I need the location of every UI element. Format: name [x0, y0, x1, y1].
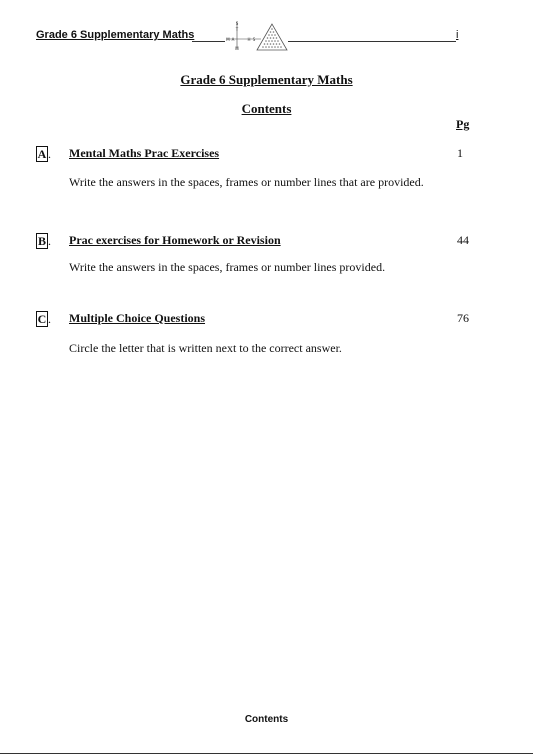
section-description: Circle the letter that is written next to the correct answer. [69, 341, 342, 355]
page-bottom-edge [0, 753, 533, 754]
svg-text:S: S [252, 37, 256, 42]
section-title[interactable]: Mental Maths Prac Exercises [69, 146, 220, 160]
header-rule-right [288, 41, 456, 42]
maths-logo-icon [223, 19, 289, 53]
header-title: Grade 6 Supplementary Maths [36, 29, 195, 41]
svg-text:T: T [235, 27, 239, 32]
svg-text:A: A [231, 37, 235, 42]
header-rule-left [192, 41, 225, 42]
section-description: Write the answers in the spaces, frames or number lines provided. [69, 260, 386, 274]
section-letter-box: B [37, 234, 46, 248]
section-title[interactable]: Prac exercises for Homework or Revision [69, 233, 281, 247]
section-letter-box: C [37, 312, 47, 326]
svg-text:M: M [235, 46, 239, 51]
svg-text:M: M [226, 37, 230, 42]
contents-heading: Contents [241, 101, 292, 116]
header-page-number: i [456, 29, 459, 41]
page-column-heading: Pg [456, 117, 470, 131]
section-letter-dot: . [48, 147, 51, 161]
section-description: Write the answers in the spaces, frames or number lines that are provided. [69, 175, 424, 189]
svg-text:H: H [247, 37, 251, 42]
section-title[interactable]: Multiple Choice Questions [69, 311, 206, 325]
section-letter-box: A [37, 147, 47, 161]
section-page-number: 76 [457, 311, 469, 325]
section-page-number: 1 [457, 146, 463, 160]
footer-label: Contents [244, 714, 289, 725]
section-page-number: 44 [457, 233, 469, 247]
document-title: Grade 6 Supplementary Maths [180, 72, 353, 87]
section-letter-dot: . [48, 312, 51, 326]
svg-text:S: S [235, 21, 239, 26]
section-letter-dot: . [48, 234, 51, 248]
